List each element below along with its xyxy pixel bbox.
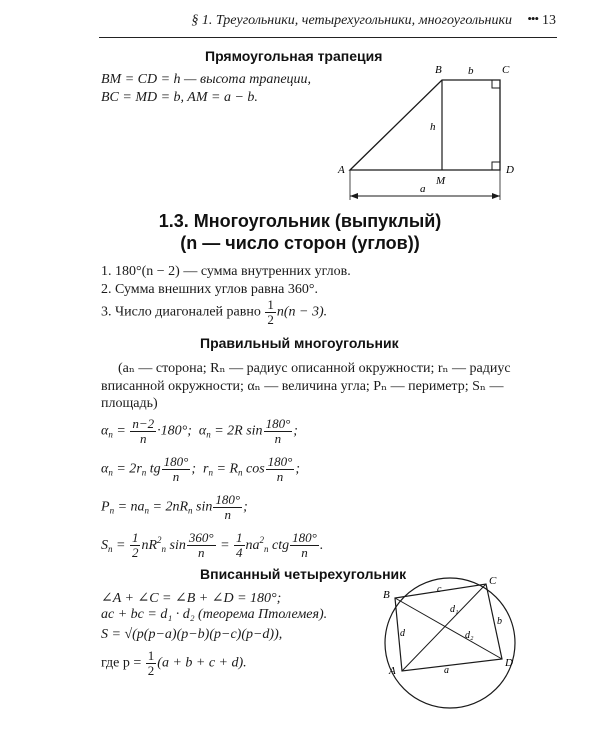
fact-3-prefix: 3. Число диагоналей равно xyxy=(101,304,261,320)
header-rule xyxy=(99,37,557,38)
trapezoid-line-2: BC = MD = b, AM = a − b. xyxy=(101,90,258,105)
label-a: a xyxy=(420,183,426,195)
label-D: D xyxy=(506,164,514,176)
formula-area: $S_n$ = $\frac{1}{2}$ $nR^2_n$ sin $\frac{360^\circ}{n}$ = $\frac{1}{4}$ $na^2_n$ ctg $\frac{180^\circ}{n}$ . xyxy=(101,530,324,561)
label-C: C xyxy=(502,64,510,76)
regular-desc-2: вписанной окружности; αₙ — величина угла; Pₙ — периметр; Sₙ — xyxy=(101,379,504,394)
arrow-right xyxy=(492,193,500,199)
label-d2: d₂ xyxy=(465,630,474,641)
inscribed-line-4: где p = $\frac{1}{2}$ (a + b + c + d). xyxy=(101,648,247,678)
label-B: B xyxy=(383,589,390,601)
regular-desc-1: (aₙ — сторона; Rₙ — радиус описанной окружности; rₙ — радиус xyxy=(118,361,511,376)
formula-perimeter: $P_n = na_n = 2nR_n$ sin $\frac{180^\circ}{n}$ ; xyxy=(101,492,248,522)
section-title-line-2: (n — число сторон (углов)) xyxy=(180,233,420,253)
label-d1: d₁ xyxy=(450,604,459,615)
right-angle-c xyxy=(492,80,500,88)
circumcircle xyxy=(385,578,515,708)
header-title: § 1. Треугольники, четырехугольники, многоугольники xyxy=(191,13,512,28)
quadrilateral xyxy=(395,584,502,671)
formula-angle: $\alpha_n$ = $\frac{n-2}{n}$ ·180°; $\alpha_n = 2R$ sin $\frac{180^\circ}{n}$ ; xyxy=(101,416,298,446)
label-h: h xyxy=(430,121,436,133)
fact-3-fraction xyxy=(265,298,276,327)
label-A: A xyxy=(338,164,345,176)
inscribed-line-4-suffix: (a + b + c + d). xyxy=(157,655,247,671)
trapezoid-line-1: BM = CD = h — высота трапеции, xyxy=(101,72,312,87)
section-title xyxy=(0,210,600,254)
header-dots: ••• xyxy=(527,11,538,26)
label-B: B xyxy=(435,64,442,76)
arrow-left xyxy=(350,193,358,199)
diagonal-1 xyxy=(402,584,486,671)
label-a: a xyxy=(444,665,449,676)
label-b: b xyxy=(468,65,474,77)
label-A: A xyxy=(389,665,396,677)
label-M: M xyxy=(436,175,446,187)
inscribed-figure xyxy=(380,572,525,717)
regular-desc-3: площадь) xyxy=(101,396,158,411)
fraction-denominator: 2 xyxy=(267,312,274,327)
fact-3-suffix: n(n − 3). xyxy=(276,304,328,320)
trapezoid-shape xyxy=(350,80,500,170)
trapezoid-heading: Прямоугольная трапеция xyxy=(205,48,383,64)
trapezoid-figure xyxy=(330,58,530,203)
label-d: d xyxy=(400,628,405,639)
inscribed-line-1: ∠A + ∠C = ∠B + ∠D = 180°; xyxy=(101,591,282,606)
running-header xyxy=(0,0,600,40)
fraction-numerator: 1 xyxy=(267,297,274,312)
right-angle-d xyxy=(492,162,500,170)
inscribed-line-4-prefix: где p = xyxy=(101,655,142,671)
inscribed-heading: Вписанный четырехугольник xyxy=(200,566,407,582)
diagonal-2 xyxy=(395,598,502,659)
section-title-line-1: 1.3. Многоугольник (выпуклый) xyxy=(158,211,442,231)
inscribed-line-2: ac + bc = d₁ · d₂ (теорема Птолемея). xyxy=(101,607,328,622)
fact-1: 1. 180°(n − 2) — сумма внутренних углов. xyxy=(101,264,351,279)
regular-heading: Правильный многоугольник xyxy=(200,335,399,351)
label-b: b xyxy=(497,616,502,627)
formula-side: $\alpha_n = 2r_n$ tg $\frac{180^\circ}{n}$ ; $r_n = R_n$ cos $\frac{180^\circ}{n}$ ; xyxy=(101,454,301,484)
fact-2: 2. Сумма внешних углов равна 360°. xyxy=(101,282,318,297)
inscribed-line-3: S = √(p(p−a)(p−b)(p−c)(p−d)), xyxy=(101,627,283,642)
label-C: C xyxy=(489,575,497,587)
fact-3 xyxy=(101,298,327,327)
page-number: 13 xyxy=(542,13,556,28)
label-c: c xyxy=(437,584,442,595)
label-D: D xyxy=(505,657,513,669)
